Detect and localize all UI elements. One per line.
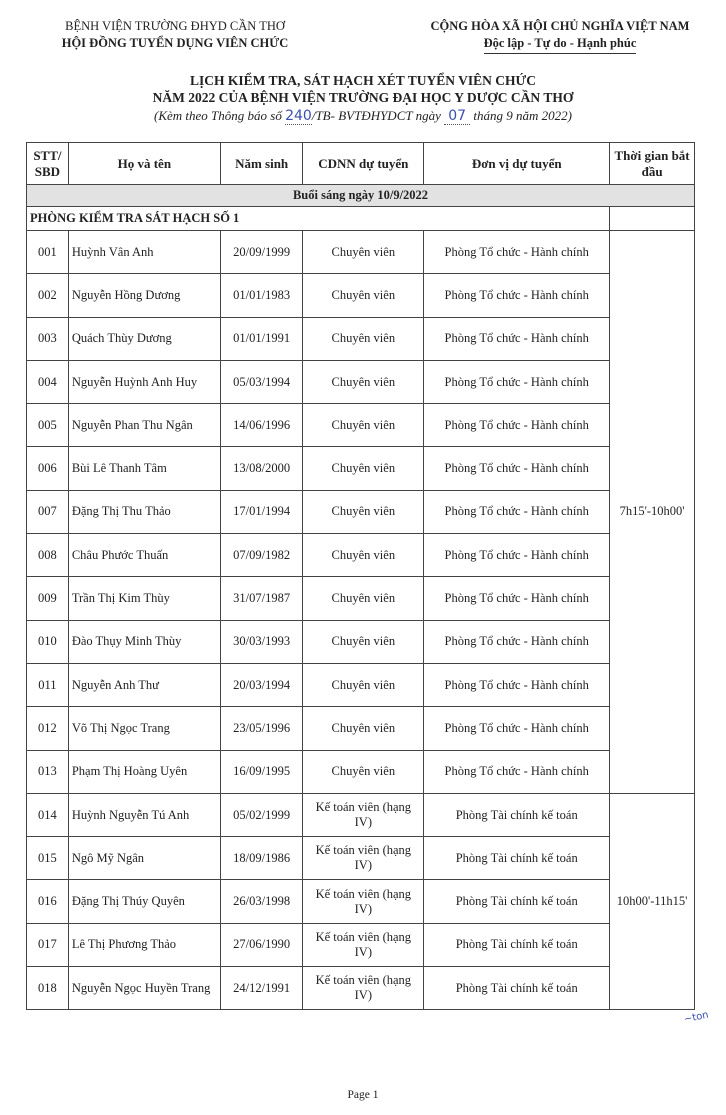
name-cell: Đặng Thị Thúy Quyên xyxy=(68,880,220,923)
stt-cell: 016 xyxy=(27,880,69,923)
header-time: Thời gian bắt đầu xyxy=(610,143,695,185)
document-title xyxy=(0,72,726,106)
table-row xyxy=(27,793,695,836)
subtitle-part-3: tháng 9 năm 2022) xyxy=(473,108,572,123)
name-cell: Nguyễn Hồng Dương xyxy=(68,274,220,317)
name-cell: Huỳnh Nguyễn Tú Anh xyxy=(68,793,220,836)
cdnn-cell: Chuyên viên xyxy=(303,750,424,793)
dob-cell: 01/01/1983 xyxy=(220,274,302,317)
cdnn-cell: Kế toán viên (hạng IV) xyxy=(303,837,424,880)
cdnn-cell: Chuyên viên xyxy=(303,577,424,620)
session-row xyxy=(27,185,695,207)
stt-cell: 011 xyxy=(27,663,69,706)
cdnn-cell: Chuyên viên xyxy=(303,490,424,533)
name-cell: Huỳnh Vân Anh xyxy=(68,231,220,274)
stt-cell: 008 xyxy=(27,534,69,577)
national-motto: Độc lập - Tự do - Hạnh phúc xyxy=(484,35,637,54)
name-cell: Đặng Thị Thu Thảo xyxy=(68,490,220,533)
title-line-2: NĂM 2022 CỦA BỆNH VIỆN TRƯỜNG ĐẠI HỌC Y DƯỢC CẦN THƠ xyxy=(152,90,574,105)
national-title: CỘNG HÒA XÃ HỘI CHỦ NGHĨA VIỆT NAM xyxy=(430,19,690,33)
stt-cell: 012 xyxy=(27,707,69,750)
cdnn-cell: Chuyên viên xyxy=(303,360,424,403)
unit-cell: Phòng Tài chính kế toán xyxy=(424,923,610,966)
room-label: PHÒNG KIỂM TRA SÁT HẠCH SỐ 1 xyxy=(27,207,610,231)
stt-cell: 010 xyxy=(27,620,69,663)
table-row xyxy=(27,750,695,793)
dob-cell: 16/09/1995 xyxy=(220,750,302,793)
dob-cell: 31/07/1987 xyxy=(220,577,302,620)
name-cell: Lê Thị Phương Thảo xyxy=(68,923,220,966)
unit-cell: Phòng Tổ chức - Hành chính xyxy=(424,274,610,317)
subtitle-part-1: (Kèm theo Thông báo số xyxy=(154,108,282,123)
stt-cell: 005 xyxy=(27,404,69,447)
cdnn-cell: Kế toán viên (hạng IV) xyxy=(303,923,424,966)
unit-cell: Phòng Tổ chức - Hành chính xyxy=(424,750,610,793)
session-label: Buổi sáng ngày 10/9/2022 xyxy=(27,185,695,207)
unit-cell: Phòng Tổ chức - Hành chính xyxy=(424,231,610,274)
unit-cell: Phòng Tổ chức - Hành chính xyxy=(424,620,610,663)
stt-cell: 013 xyxy=(27,750,69,793)
cdnn-cell: Chuyên viên xyxy=(303,231,424,274)
table-row xyxy=(27,231,695,274)
table-row xyxy=(27,534,695,577)
dob-cell: 14/06/1996 xyxy=(220,404,302,447)
stt-cell: 007 xyxy=(27,490,69,533)
name-cell: Trần Thị Kim Thùy xyxy=(68,577,220,620)
cdnn-cell: Chuyên viên xyxy=(303,317,424,360)
table-row xyxy=(27,447,695,490)
unit-cell: Phòng Tài chính kế toán xyxy=(424,967,610,1010)
stt-cell: 004 xyxy=(27,360,69,403)
stt-cell: 017 xyxy=(27,923,69,966)
stt-cell: 018 xyxy=(27,967,69,1010)
page-number: Page 1 xyxy=(347,1089,379,1101)
table-row xyxy=(27,577,695,620)
unit-cell: Phòng Tổ chức - Hành chính xyxy=(424,490,610,533)
dob-cell: 20/03/1994 xyxy=(220,663,302,706)
cdnn-cell: Kế toán viên (hạng IV) xyxy=(303,967,424,1010)
name-cell: Bùi Lê Thanh Tâm xyxy=(68,447,220,490)
handwritten-mark: ~ton xyxy=(683,1009,710,1026)
council-name: HỘI ĐỒNG TUYỂN DỤNG VIÊN CHỨC xyxy=(61,36,289,50)
room-row xyxy=(27,207,695,231)
table-row xyxy=(27,620,695,663)
cdnn-cell: Chuyên viên xyxy=(303,447,424,490)
header-unit: Đơn vị dự tuyển xyxy=(424,143,610,185)
stt-cell: 015 xyxy=(27,837,69,880)
stt-cell: 001 xyxy=(27,231,69,274)
table-row xyxy=(27,490,695,533)
unit-cell: Phòng Tổ chức - Hành chính xyxy=(424,447,610,490)
cdnn-cell: Chuyên viên xyxy=(303,707,424,750)
dob-cell: 23/05/1996 xyxy=(220,707,302,750)
table-row xyxy=(27,663,695,706)
name-cell: Châu Phước Thuấn xyxy=(68,534,220,577)
table-row xyxy=(27,360,695,403)
unit-cell: Phòng Tổ chức - Hành chính xyxy=(424,534,610,577)
unit-cell: Phòng Tổ chức - Hành chính xyxy=(424,577,610,620)
unit-cell: Phòng Tổ chức - Hành chính xyxy=(424,404,610,447)
unit-cell: Phòng Tổ chức - Hành chính xyxy=(424,663,610,706)
unit-cell: Phòng Tài chính kế toán xyxy=(424,880,610,923)
table-row xyxy=(27,317,695,360)
table-row xyxy=(27,404,695,447)
start-time-cell: 10h00'-11h15' xyxy=(610,793,695,1009)
name-cell: Nguyễn Phan Thu Ngân xyxy=(68,404,220,447)
unit-cell: Phòng Tổ chức - Hành chính xyxy=(424,707,610,750)
table-row xyxy=(27,967,695,1010)
name-cell: Nguyễn Ngọc Huyền Trang xyxy=(68,967,220,1010)
header-dob: Năm sinh xyxy=(220,143,302,185)
header-stt: STT/ SBD xyxy=(27,143,69,185)
dob-cell: 05/02/1999 xyxy=(220,793,302,836)
dob-cell: 01/01/1991 xyxy=(220,317,302,360)
name-cell: Nguyễn Anh Thư xyxy=(68,663,220,706)
table-row xyxy=(27,837,695,880)
cdnn-cell: Chuyên viên xyxy=(303,663,424,706)
dob-cell: 30/03/1993 xyxy=(220,620,302,663)
cdnn-cell: Chuyên viên xyxy=(303,274,424,317)
stt-cell: 009 xyxy=(27,577,69,620)
issuer-header xyxy=(30,18,320,52)
table-row xyxy=(27,880,695,923)
unit-cell: Phòng Tài chính kế toán xyxy=(424,793,610,836)
dob-cell: 18/09/1986 xyxy=(220,837,302,880)
schedule-table xyxy=(26,142,695,1010)
cdnn-cell: Chuyên viên xyxy=(303,404,424,447)
dob-cell: 13/08/2000 xyxy=(220,447,302,490)
subtitle-part-2: /TB- BVTĐHYDCT ngày xyxy=(311,108,441,123)
dob-cell: 20/09/1999 xyxy=(220,231,302,274)
name-cell: Quách Thùy Dương xyxy=(68,317,220,360)
table-row xyxy=(27,707,695,750)
cdnn-cell: Kế toán viên (hạng IV) xyxy=(303,880,424,923)
unit-cell: Phòng Tài chính kế toán xyxy=(424,837,610,880)
cdnn-cell: Kế toán viên (hạng IV) xyxy=(303,793,424,836)
stt-cell: 014 xyxy=(27,793,69,836)
dob-cell: 17/01/1994 xyxy=(220,490,302,533)
name-cell: Nguyễn Huỳnh Anh Huy xyxy=(68,360,220,403)
national-header xyxy=(415,18,705,54)
table-row xyxy=(27,923,695,966)
dob-cell: 26/03/1998 xyxy=(220,880,302,923)
unit-cell: Phòng Tổ chức - Hành chính xyxy=(424,317,610,360)
name-cell: Đào Thụy Minh Thùy xyxy=(68,620,220,663)
unit-cell: Phòng Tổ chức - Hành chính xyxy=(424,360,610,403)
stt-cell: 006 xyxy=(27,447,69,490)
room-time-cell xyxy=(610,207,695,231)
dob-cell: 24/12/1991 xyxy=(220,967,302,1010)
stt-cell: 002 xyxy=(27,274,69,317)
notice-day: 07 xyxy=(444,108,470,125)
name-cell: Phạm Thị Hoàng Uyên xyxy=(68,750,220,793)
title-line-1: LỊCH KIỂM TRA, SÁT HẠCH XÉT TUYỂN VIÊN CHỨC xyxy=(190,73,536,88)
cdnn-cell: Chuyên viên xyxy=(303,620,424,663)
hospital-name: BỆNH VIỆN TRƯỜNG ĐHYD CẦN THƠ xyxy=(65,19,285,33)
dob-cell: 05/03/1994 xyxy=(220,360,302,403)
document-subtitle xyxy=(0,108,726,125)
name-cell: Ngô Mỹ Ngân xyxy=(68,837,220,880)
start-time-cell: 7h15'-10h00' xyxy=(610,231,695,794)
name-cell: Võ Thị Ngọc Trang xyxy=(68,707,220,750)
stt-cell: 003 xyxy=(27,317,69,360)
header-name: Họ và tên xyxy=(68,143,220,185)
header-cdnn: CDNN dự tuyển xyxy=(303,143,424,185)
table-header-row xyxy=(27,143,695,185)
notice-number: 240 xyxy=(285,108,312,124)
cdnn-cell: Chuyên viên xyxy=(303,534,424,577)
dob-cell: 07/09/1982 xyxy=(220,534,302,577)
dob-cell: 27/06/1990 xyxy=(220,923,302,966)
table-row xyxy=(27,274,695,317)
